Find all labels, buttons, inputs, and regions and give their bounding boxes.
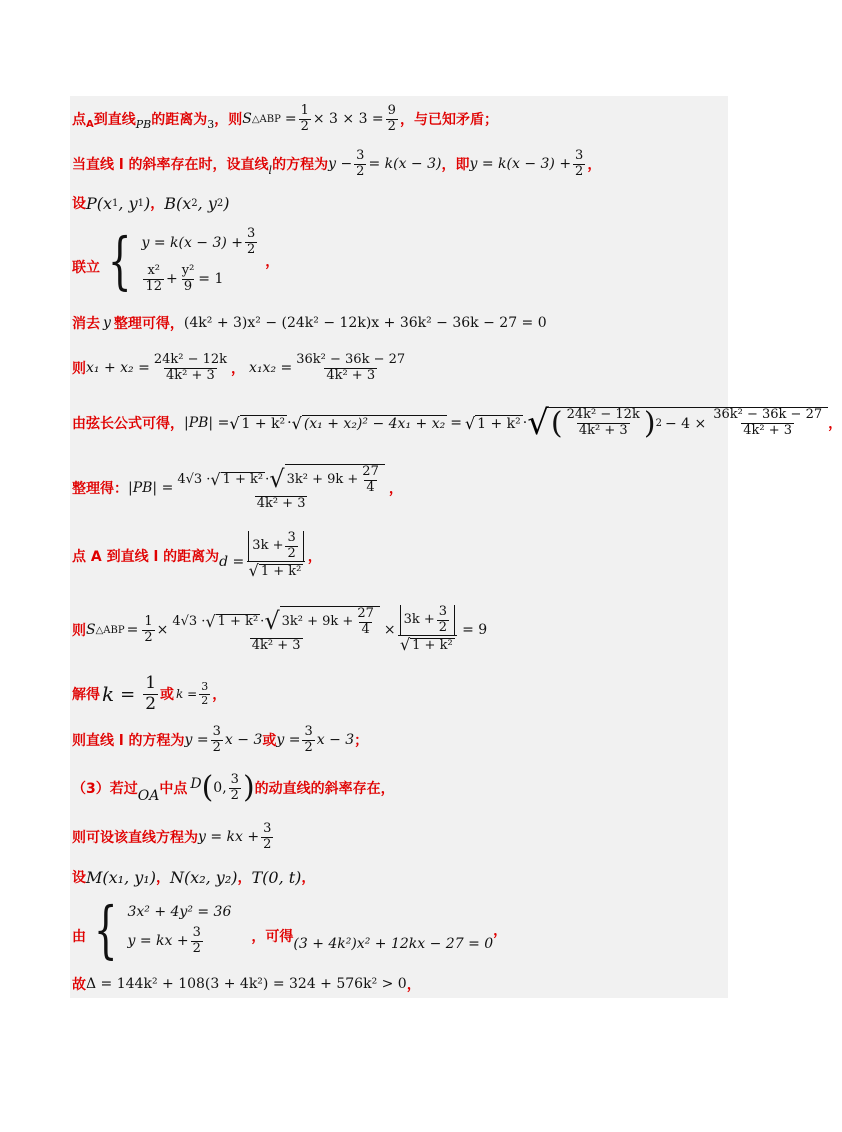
fraction: $\frac{1}{2}$ <box>300 102 309 134</box>
math: M(x₁, y₁) <box>86 867 156 887</box>
text: ， <box>231 361 246 377</box>
line-15 <box>72 864 315 890</box>
math: = <box>120 683 136 705</box>
math: y − <box>328 156 353 172</box>
math: = <box>450 415 462 431</box>
math: 3x² + 4y² = 36 <box>127 903 232 920</box>
fraction: $\frac{\text{24k² − 12k}}{\text{4k² + 3}}$ <box>153 351 228 383</box>
math: S <box>242 111 252 127</box>
text: 则直线 l 的方程为 <box>72 733 185 749</box>
math: , y <box>118 193 138 213</box>
text: ， <box>587 157 602 173</box>
text: 整理得： <box>72 481 128 497</box>
sqrt: √ ( $\frac{\text{24k² − 12k}}{\text{4k² + 3}}$ ) 2 − 4 × $\frac{\text{36k² − 36k − 27}}{\text{4k² + 3}}$ <box>527 403 828 443</box>
text: 点 <box>72 112 86 128</box>
math: · <box>287 415 292 431</box>
math: y = kx + <box>127 933 189 949</box>
math: k <box>102 682 115 706</box>
math: x₁x₂ = <box>249 360 293 376</box>
fraction: 3k + $\frac{3}{2}$ √ 1 + k² <box>246 531 305 582</box>
text: ，即 <box>441 157 470 173</box>
fraction: $\frac{3}{2}$ <box>304 723 313 755</box>
text: 或 <box>160 687 175 703</box>
text: ， <box>493 923 508 939</box>
fraction: $\frac{3}{2}$ <box>356 147 365 179</box>
math: 1 <box>112 197 119 209</box>
math: 2 <box>216 197 224 209</box>
fraction: $\frac{9}{2}$ <box>387 102 396 134</box>
text: 的方程为 <box>272 157 329 173</box>
math: y = k(x − 3) + <box>141 234 244 251</box>
line-17 <box>72 972 421 996</box>
math: l <box>268 163 273 177</box>
text: 当直线 l 的斜率存在时，设直线 <box>72 157 269 173</box>
math: y = <box>276 732 301 748</box>
math: ) <box>223 193 230 213</box>
text: 联立 <box>72 260 100 276</box>
fraction: $\frac{3}{2}$ <box>575 147 584 179</box>
text: 的距离为 <box>151 112 208 128</box>
text: （3）若过 <box>72 781 138 797</box>
math: 2 <box>655 418 662 429</box>
text: 整理可得， <box>113 316 184 332</box>
line-6 <box>72 349 409 387</box>
math: , y <box>197 193 217 213</box>
sqrt: √ 1 + k² <box>464 413 521 433</box>
fraction: $\frac{\text{24k² − 12k}}{\text{4k² + 3}}$ <box>566 407 640 438</box>
text: ， <box>155 870 170 886</box>
text: 由弦长公式可得， <box>72 416 184 432</box>
math: d = <box>219 554 245 570</box>
math: OA <box>137 788 160 804</box>
math: △ABP <box>95 624 125 636</box>
text: 或 <box>262 733 277 749</box>
text: ， <box>307 549 322 565</box>
math: − 4 × <box>664 415 707 432</box>
text: 故 <box>72 977 86 993</box>
math: Δ = 144k² + 108(3 + 4k²) = 324 + 576k² > 0 <box>86 976 407 992</box>
sqrt: √ (x₁ + x₂)² − 4x₁ + x₂ <box>291 413 446 433</box>
math: |PB| = <box>184 415 230 431</box>
math: = 1 <box>198 271 224 288</box>
text: ， <box>301 870 316 886</box>
fraction: $\frac{\text{y²}}{9}$ <box>181 263 195 294</box>
fraction: $\frac{3}{2}$ <box>263 820 272 852</box>
brace: { <box>107 224 132 297</box>
line-14 <box>72 818 275 856</box>
math: x₁ + x₂ = <box>86 360 150 376</box>
text: 设 <box>72 870 86 886</box>
equation-system <box>127 904 231 957</box>
math: S <box>86 622 96 638</box>
math: y = kx + <box>198 829 260 845</box>
line-2 <box>72 148 601 180</box>
math: (4k² + 3)x² − (24k² − 12k)x + 36k² − 36k − 27 = 0 <box>183 315 547 331</box>
text: ，可得 <box>251 929 294 945</box>
math: y = k(x − 3) + <box>469 156 572 172</box>
line-1 <box>72 104 498 134</box>
math: 3 <box>207 117 215 131</box>
line-12 <box>72 722 368 758</box>
line-4 <box>72 222 279 300</box>
text: 则可设该直线方程为 <box>72 830 198 846</box>
text: ， <box>212 687 227 703</box>
math: y <box>103 315 111 331</box>
line-3 <box>72 191 230 215</box>
fraction: $\frac{1}{2}$ <box>144 613 153 645</box>
text: 的动直线的斜率存在， <box>254 781 395 797</box>
math: |PB| = <box>128 480 174 496</box>
text: ， <box>388 481 403 497</box>
text: ， <box>237 870 252 886</box>
text: ， <box>828 416 842 432</box>
equation-system <box>141 227 259 295</box>
text: 点 A 到直线 l 的距离为 <box>72 549 220 565</box>
math: ) <box>144 193 151 213</box>
text: 解得 <box>72 687 100 703</box>
text: 到直线 <box>93 112 136 128</box>
math: × 3 × 3 = <box>312 111 384 127</box>
fraction: $\frac{\text{36k² − 36k − 27}}{\text{4k² + 3}}$ <box>713 407 823 438</box>
brace: { <box>93 893 118 966</box>
text: ； <box>354 733 369 749</box>
math: = <box>284 111 297 127</box>
fraction: $\frac{1}{2}$ <box>145 672 157 714</box>
text: 则 <box>72 361 86 377</box>
line-11 <box>72 674 226 714</box>
line-8 <box>72 460 403 516</box>
math: N(x₂, y₂) <box>169 867 238 887</box>
text: ，则 <box>214 112 243 128</box>
math: = k(x − 3) <box>368 156 442 172</box>
text: 由 <box>72 929 86 945</box>
math: D <box>190 776 202 792</box>
fraction: 4√3 · √ 1 + k² · √ 3k² + 9k + $\frac{27}{4}$ 4k² + 3 <box>170 606 382 654</box>
fraction: $\frac{3}{2}$ <box>230 771 239 803</box>
text: ， <box>265 254 280 270</box>
fraction: $\frac{\text{36k² − 36k − 27}}{\text{4k² + 3}}$ <box>296 351 406 383</box>
math: × <box>156 622 169 638</box>
math: y = <box>184 732 209 748</box>
text: 设 <box>72 196 86 212</box>
fraction: $\frac{3}{2}$ <box>201 679 209 707</box>
math: PB <box>135 117 152 131</box>
math: P(x <box>86 193 113 213</box>
fraction: $\frac{3}{2}$ <box>247 226 256 258</box>
text: ， <box>406 977 421 993</box>
math: △ABP <box>251 113 281 125</box>
text: 则 <box>72 623 86 639</box>
math: + <box>166 271 178 288</box>
math: = <box>126 622 139 638</box>
math: x − 3 <box>224 732 263 748</box>
math: 0, <box>213 780 227 796</box>
math: x − 3 <box>316 732 355 748</box>
line-5 <box>72 312 547 334</box>
text: 中点 <box>159 781 188 797</box>
line-13: （3）若过 OA 中点 D ( 0, $\frac{3}{2}$ ) 的动直线的斜率存在， <box>72 770 395 805</box>
math: 2 <box>191 197 198 209</box>
math: 1 <box>137 197 144 209</box>
text: A <box>86 118 94 130</box>
math: = 9 <box>462 622 488 638</box>
fraction: $\frac{\text{x²}}{12}$ <box>145 263 162 294</box>
line-7 <box>72 398 842 448</box>
math: T(0, t) <box>251 867 302 887</box>
fraction: 3k + $\frac{3}{2}$ √ 1 + k² <box>398 605 457 656</box>
math: (3 + 4k²)x² + 12kx − 27 = 0 <box>293 936 494 952</box>
line-10 <box>72 598 487 662</box>
sqrt: √ 1 + k² <box>229 413 286 433</box>
text: 消去 <box>72 316 100 332</box>
text: ，与已知矛盾； <box>399 112 498 128</box>
math: k = <box>176 687 198 701</box>
fraction: $\frac{3}{2}$ <box>192 924 201 956</box>
math: × <box>383 622 396 638</box>
fraction: 4√3 · √ 1 + k² · √ 3k² + 9k + $\frac{27}{4}$ 4k² + 3 <box>175 464 387 512</box>
fraction: $\frac{3}{2}$ <box>212 723 221 755</box>
math: B(x <box>164 193 192 213</box>
text: ， <box>150 196 165 212</box>
line-16 <box>72 893 508 966</box>
math: · <box>522 415 528 431</box>
line-9 <box>72 526 322 586</box>
